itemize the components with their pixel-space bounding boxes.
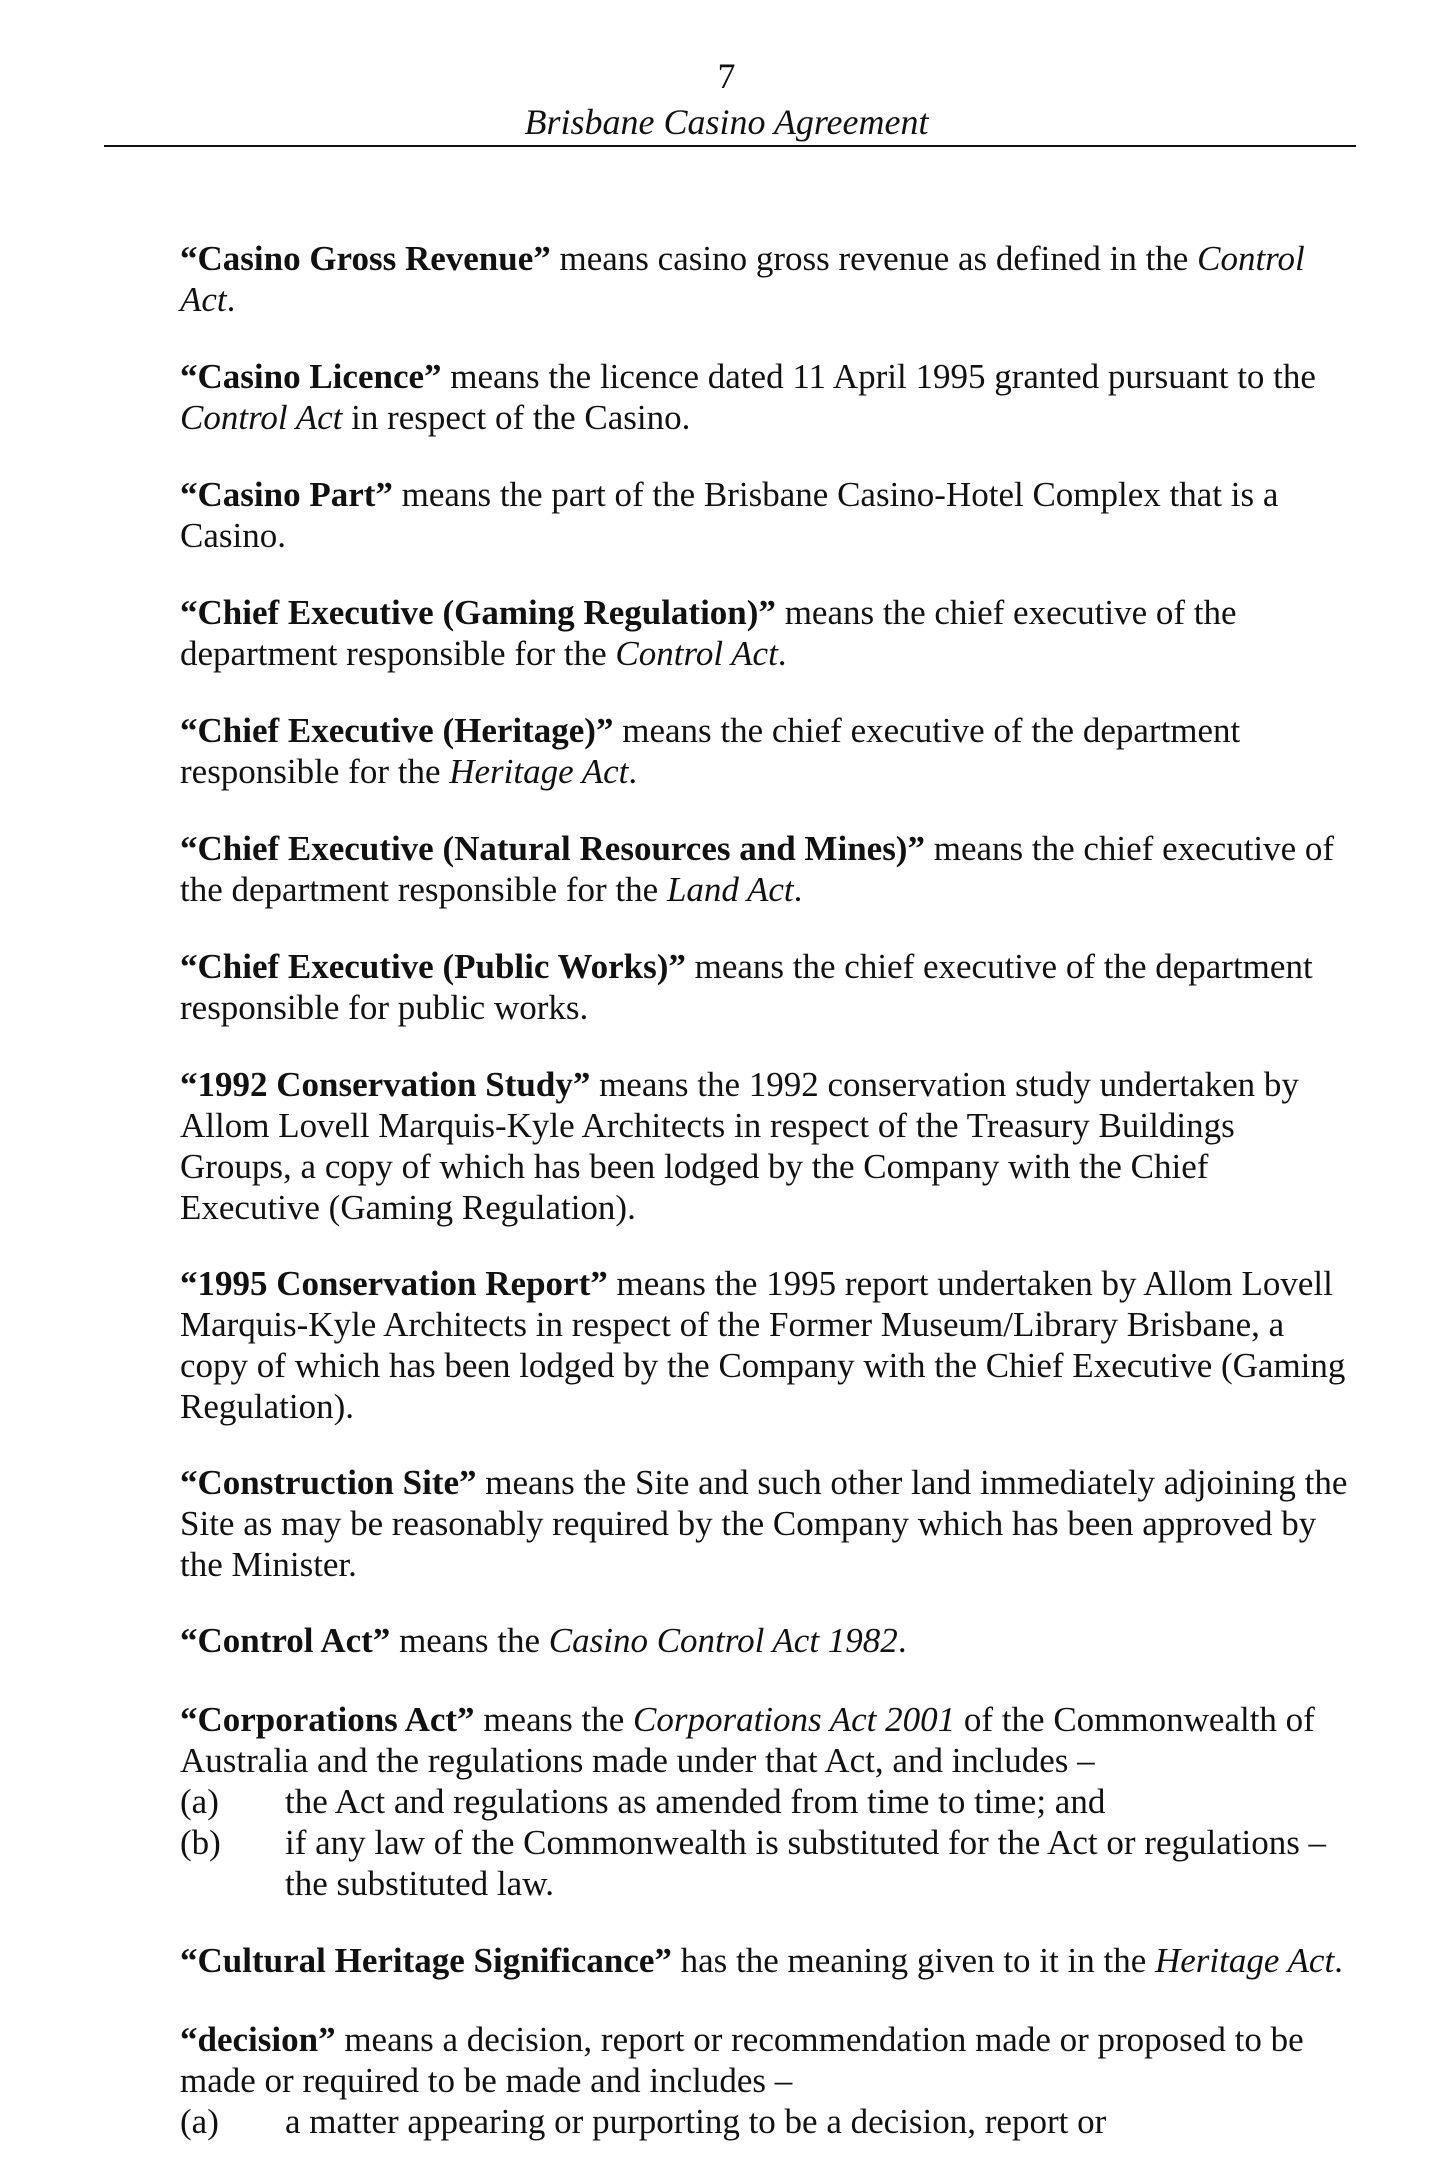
list-item-text: a matter appearing or purporting to be a decision, report or <box>285 2102 1107 2141</box>
list-item-label: (b) <box>180 1823 221 1862</box>
defined-term: “1992 Conservation Study” <box>180 1065 591 1104</box>
running-header: Brisbane Casino Agreement <box>524 102 929 142</box>
defined-term: “Chief Executive (Natural Resources and Mines)” <box>180 829 925 868</box>
definition-text: means the <box>390 1621 549 1660</box>
definition-casino-licence <box>180 356 1355 438</box>
defined-term: “Casino Licence” <box>180 357 442 396</box>
definition-text-end: . <box>897 1621 907 1660</box>
defined-term: “Casino Gross Revenue” <box>180 239 551 278</box>
defined-term: “Construction Site” <box>180 1463 477 1502</box>
defined-term: “Chief Executive (Heritage)” <box>180 711 614 750</box>
definition-text: means the chief executive of the department responsible for the <box>180 711 1241 791</box>
act-reference: Heritage Act <box>1155 1941 1335 1980</box>
definition-text: means the chief executive of the department responsible for the <box>180 829 1335 909</box>
definition-text: has the meaning given to it in the <box>671 1941 1155 1980</box>
definition-control-act <box>180 1620 1355 1661</box>
definition-corporations-act <box>180 1699 1355 1781</box>
defined-term: “Cultural Heritage Significance” <box>180 1941 672 1980</box>
definition-1992-conservation-study <box>180 1064 1355 1228</box>
definition-chief-executive-heritage <box>180 710 1355 792</box>
definition-casino-gross-revenue <box>180 238 1355 320</box>
definition-text-end: . <box>777 634 787 673</box>
defined-term: “Casino Part” <box>180 475 393 514</box>
definition-text-end: . <box>226 280 236 319</box>
list-item-label: (a) <box>180 1782 219 1821</box>
defined-term: “Corporations Act” <box>180 1700 475 1739</box>
definition-text: means the <box>474 1700 633 1739</box>
definition-1995-conservation-report <box>180 1263 1355 1427</box>
definition-text: means the 1995 report undertaken by Allom Lovell Marquis-Kyle Architects in respect of the Former Museum/Library Brisbane, a copy of which has been lodged by the Company with the Chief Executive (Gaming Regulation). <box>180 1264 1346 1426</box>
definition-text: means the chief executive of the department responsible for the <box>180 593 1237 673</box>
definition-construction-site <box>180 1462 1355 1585</box>
list-item-text: the Act and regulations as amended from time to time; and <box>285 1782 1106 1821</box>
definition-casino-part <box>180 474 1355 556</box>
defined-term: “Chief Executive (Gaming Regulation)” <box>180 593 776 632</box>
act-reference: Land Act <box>666 870 794 909</box>
definition-text-end: . <box>1334 1941 1343 1980</box>
header-rule <box>104 145 1356 147</box>
act-reference: Heritage Act <box>449 752 629 791</box>
definition-decision <box>180 2019 1355 2101</box>
definition-chief-executive-natural-resources-mines <box>180 828 1355 910</box>
act-reference: Casino Control Act 1982 <box>548 1621 898 1660</box>
definition-text-end: . <box>628 752 638 791</box>
definition-text: means the 1992 conservation study undertaken by Allom Lovell Marquis-Kyle Architects in respect of the Treasury Buildings Groups, a copy of which has been lodged by the Company with the Chief Executive (Gaming Regulation). <box>180 1065 1299 1227</box>
definition-chief-executive-gaming-regulation <box>180 592 1355 674</box>
list-item-text: if any law of the Commonwealth is substituted for the Act or regulations – the substituted law. <box>285 1823 1327 1903</box>
definition-text: means a decision, report or recommendation made or proposed to be made or required to be made and includes – <box>180 2020 1304 2100</box>
definition-text: means the Site and such other land immediately adjoining the Site as may be reasonably required by the Company which has been approved by the Minister. <box>180 1463 1348 1584</box>
definition-text-end: . <box>793 870 803 909</box>
definition-text: means the licence dated 11 April 1995 granted pursuant to the <box>441 357 1316 396</box>
list-item-label: (a) <box>180 2102 219 2141</box>
act-reference: Control Act <box>180 398 343 437</box>
definition-text: means casino gross revenue as defined in the <box>550 239 1198 278</box>
act-reference: Corporations Act 2001 <box>633 1700 956 1739</box>
definition-text-end: in respect of the Casino. <box>342 398 691 437</box>
act-reference: Control Act <box>180 239 1305 319</box>
page-number: 7 <box>717 56 736 96</box>
definition-text: means the part of the Brisbane Casino-Hotel Complex that is a Casino. <box>180 475 1279 555</box>
definition-cultural-heritage-significance <box>180 1940 1355 1981</box>
act-reference: Control Act <box>615 634 778 673</box>
definition-chief-executive-public-works <box>180 946 1355 1028</box>
defined-term: “decision” <box>180 2020 336 2059</box>
defined-term: “Chief Executive (Public Works)” <box>180 947 686 986</box>
definition-text: means the chief executive of the department responsible for public works. <box>180 947 1313 1027</box>
defined-term: “1995 Conservation Report” <box>180 1264 608 1303</box>
defined-term: “Control Act” <box>180 1621 391 1660</box>
definition-text-end: of the Commonwealth of Australia and the regulations made under that Act, and includes – <box>180 1700 1315 1780</box>
